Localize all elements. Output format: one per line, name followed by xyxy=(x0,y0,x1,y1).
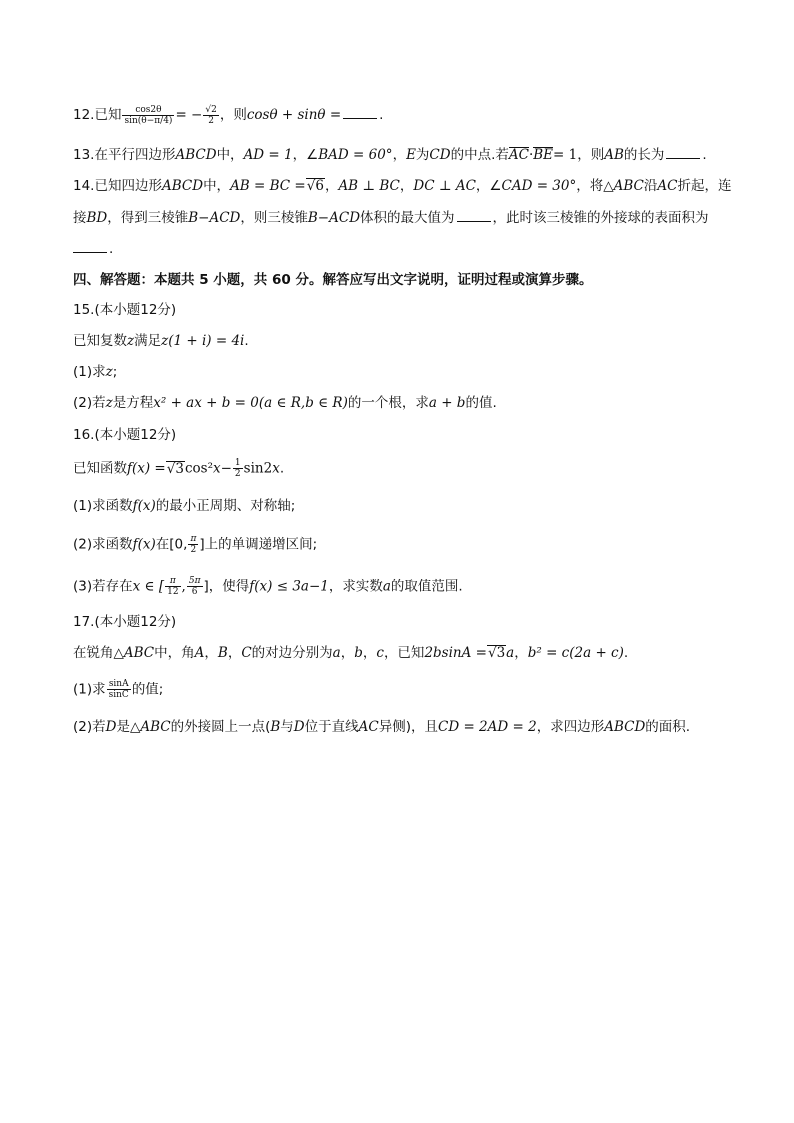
fraction: $\frac{1}{2}$ xyxy=(234,458,241,479)
question-16-part-1: (1)求函数f(x)的最小正周期、对称轴; xyxy=(73,498,296,514)
fraction: $\frac{5\pi}{6}$ xyxy=(188,576,201,597)
fraction: $\frac{\pi}{2}$ xyxy=(190,534,197,555)
answer-blank[interactable] xyxy=(343,104,377,119)
question-15-stem: 已知复数z满足z(1 + i) = 4i. xyxy=(73,333,249,349)
question-16-part-3: (3)若存在x ∈ [ $\frac{\pi}{12}$ , $\frac{5\pi}{6}$ ]，使得f(x) ≤ 3a−1，求实数a的取值范围. xyxy=(73,576,463,597)
question-14-line-2: 接BD，得到三棱锥B−ACD，则三棱锥B−ACD体积的最大值为 ，此时该三棱锥的外接球的表面积为 xyxy=(73,207,709,228)
question-17-head: 17.(本小题12分) xyxy=(73,614,177,630)
question-15-part-1: (1)求z; xyxy=(73,364,118,380)
question-17-part-1: (1)求 $\frac{\sin A}{\sin C}$ 的值; xyxy=(73,679,164,700)
question-13: 13.在平行四边形ABCD中，AD = 1，∠BAD = 60°，E为CD的中点.若AC·BE= 1，则AB的长为 . xyxy=(73,144,707,165)
fraction: $\frac{\pi}{12}$ xyxy=(167,576,179,597)
question-17-part-2: (2)若D是△ABC的外接圆上一点(B与D位于直线AC异侧)，且CD = 2AD = 2，求四边形ABCD的面积. xyxy=(73,719,691,735)
fraction: $\frac{\cos 2\theta}{\sin(\theta-\pi/4)}$ xyxy=(124,104,173,126)
question-15-part-2: (2)若z是方程x² + ax + b = 0(a ∈ R,b ∈ R)的一个根，求a + b的值. xyxy=(73,395,497,411)
question-15-head: 15.(本小题12分) xyxy=(73,302,177,318)
answer-blank[interactable] xyxy=(666,144,700,159)
answer-blank[interactable] xyxy=(457,207,491,222)
question-16-part-2: (2)求函数f(x)在[0, $\frac{\pi}{2}$ ]上的单调递增区间; xyxy=(73,534,318,555)
answer-blank[interactable] xyxy=(73,238,107,253)
question-17-stem: 在锐角△ABC中，角A，B，C的对边分别为a，b，c，已知2bsinA =√3a，b² = c(2a + c). xyxy=(73,645,629,661)
section-heading: 四、解答题：本题共 5 小题，共 60 分。解答应写出文字说明，证明过程或演算步骤。 xyxy=(73,272,593,288)
question-16-head: 16.(本小题12分) xyxy=(73,427,177,443)
question-14-line-3: . xyxy=(73,238,113,259)
question-14-line-1: 14.已知四边形ABCD中，AB = BC =√6，AB ⊥ BC，DC ⊥ AC，∠CAD = 30°，将△ABC沿AC折起，连 xyxy=(73,178,732,194)
fraction: $\frac{\sin A}{\sin C}$ xyxy=(108,679,129,700)
fraction: $\frac{√2}{2}$ xyxy=(205,104,217,126)
vector-ac: AC xyxy=(508,147,529,163)
question-16-stem: 已知函数f(x) =√3cos²x− $\frac{1}{2}$ sin2x. xyxy=(73,458,285,479)
vector-be: BE xyxy=(533,147,554,163)
question-12: 12.已知 $\frac{\cos 2\theta}{\sin(\theta-\pi/4)}$ = − $\frac{√2}{2}$ ，则cosθ + sinθ = . xyxy=(73,104,384,126)
